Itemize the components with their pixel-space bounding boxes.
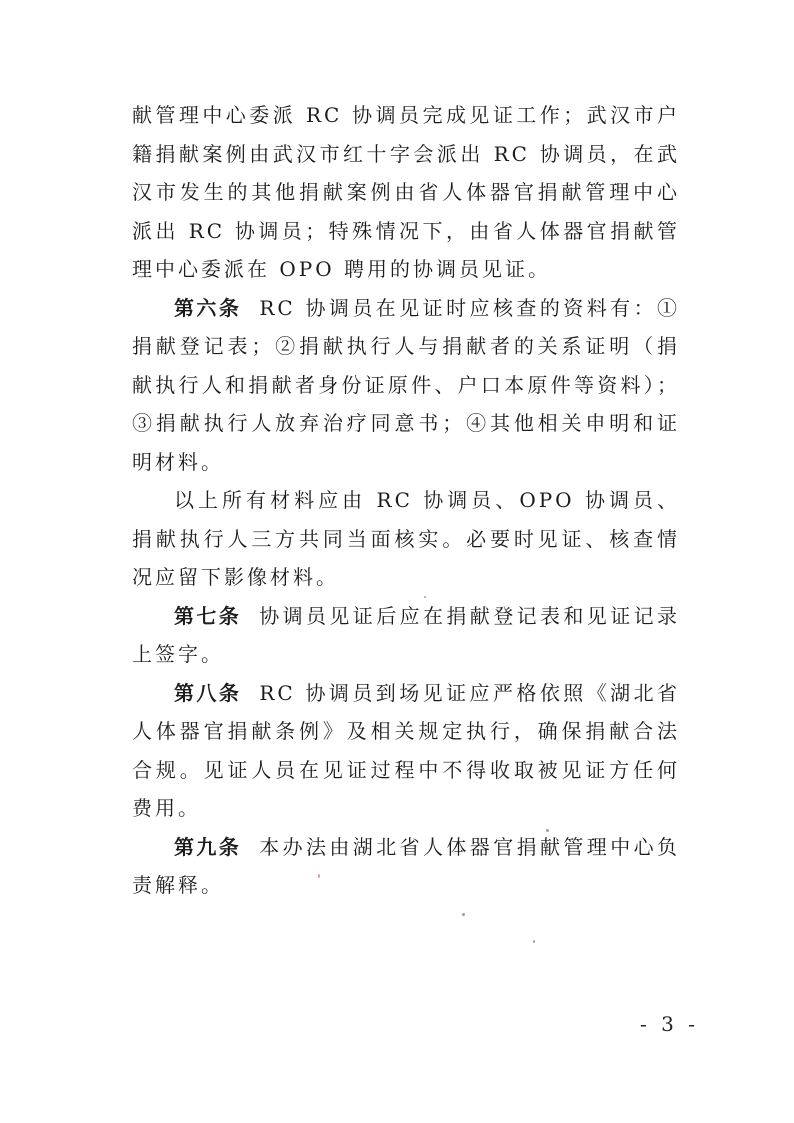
page-number: - 3 - — [640, 1012, 699, 1036]
paragraph-continuation — [132, 96, 680, 289]
article-8 — [132, 674, 680, 828]
paragraph-text: 献管理中心委派 RC 协调员完成见证工作；武汉市户籍捐献案例由武汉市红十字会派出 RC 协调员，在武汉市发生的其他捐献案例由省人体器官捐献管理中心派出 RC 协调员；特殊情况下，由省人体器官捐献管理中心委派在 OPO 聘用的协调员见证。 — [132, 103, 680, 281]
scan-speck — [546, 829, 549, 832]
article-label: 第九条 — [174, 834, 242, 859]
document-body — [132, 96, 680, 905]
article-label: 第六条 — [174, 295, 242, 320]
paragraph-verification — [132, 481, 680, 597]
article-text: 本办法由湖北省人体器官捐献管理中心负责解释。 — [132, 834, 681, 897]
article-6 — [132, 289, 680, 482]
article-label: 第八条 — [174, 680, 242, 705]
scan-speck — [424, 596, 426, 598]
scan-speck — [462, 913, 465, 916]
scan-speck — [533, 940, 535, 943]
article-7 — [132, 597, 680, 674]
paragraph-text: 以上所有材料应由 RC 协调员、OPO 协调员、捐献执行人三方共同当面核实。必要时见证、核查情况应留下影像材料。 — [132, 488, 680, 589]
article-text: RC 协调员到场见证应严格依照《湖北省人体器官捐献条例》及相关规定执行，确保捐献合法合规。见证人员在见证过程中不得收取被见证方任何费用。 — [132, 680, 681, 820]
article-text: RC 协调员在见证时应核查的资料有：①捐献登记表；②捐献执行人与捐献者的关系证明（捐献执行人和捐献者身份证原件、户口本原件等资料）；③捐献执行人放弃治疗同意书；④其他相关申明和证明材料。 — [132, 295, 681, 474]
article-9 — [132, 828, 680, 905]
scan-speck — [318, 874, 320, 878]
article-text: 协调员见证后应在捐献登记表和见证记录上签字。 — [132, 603, 681, 666]
article-label: 第七条 — [174, 603, 242, 628]
